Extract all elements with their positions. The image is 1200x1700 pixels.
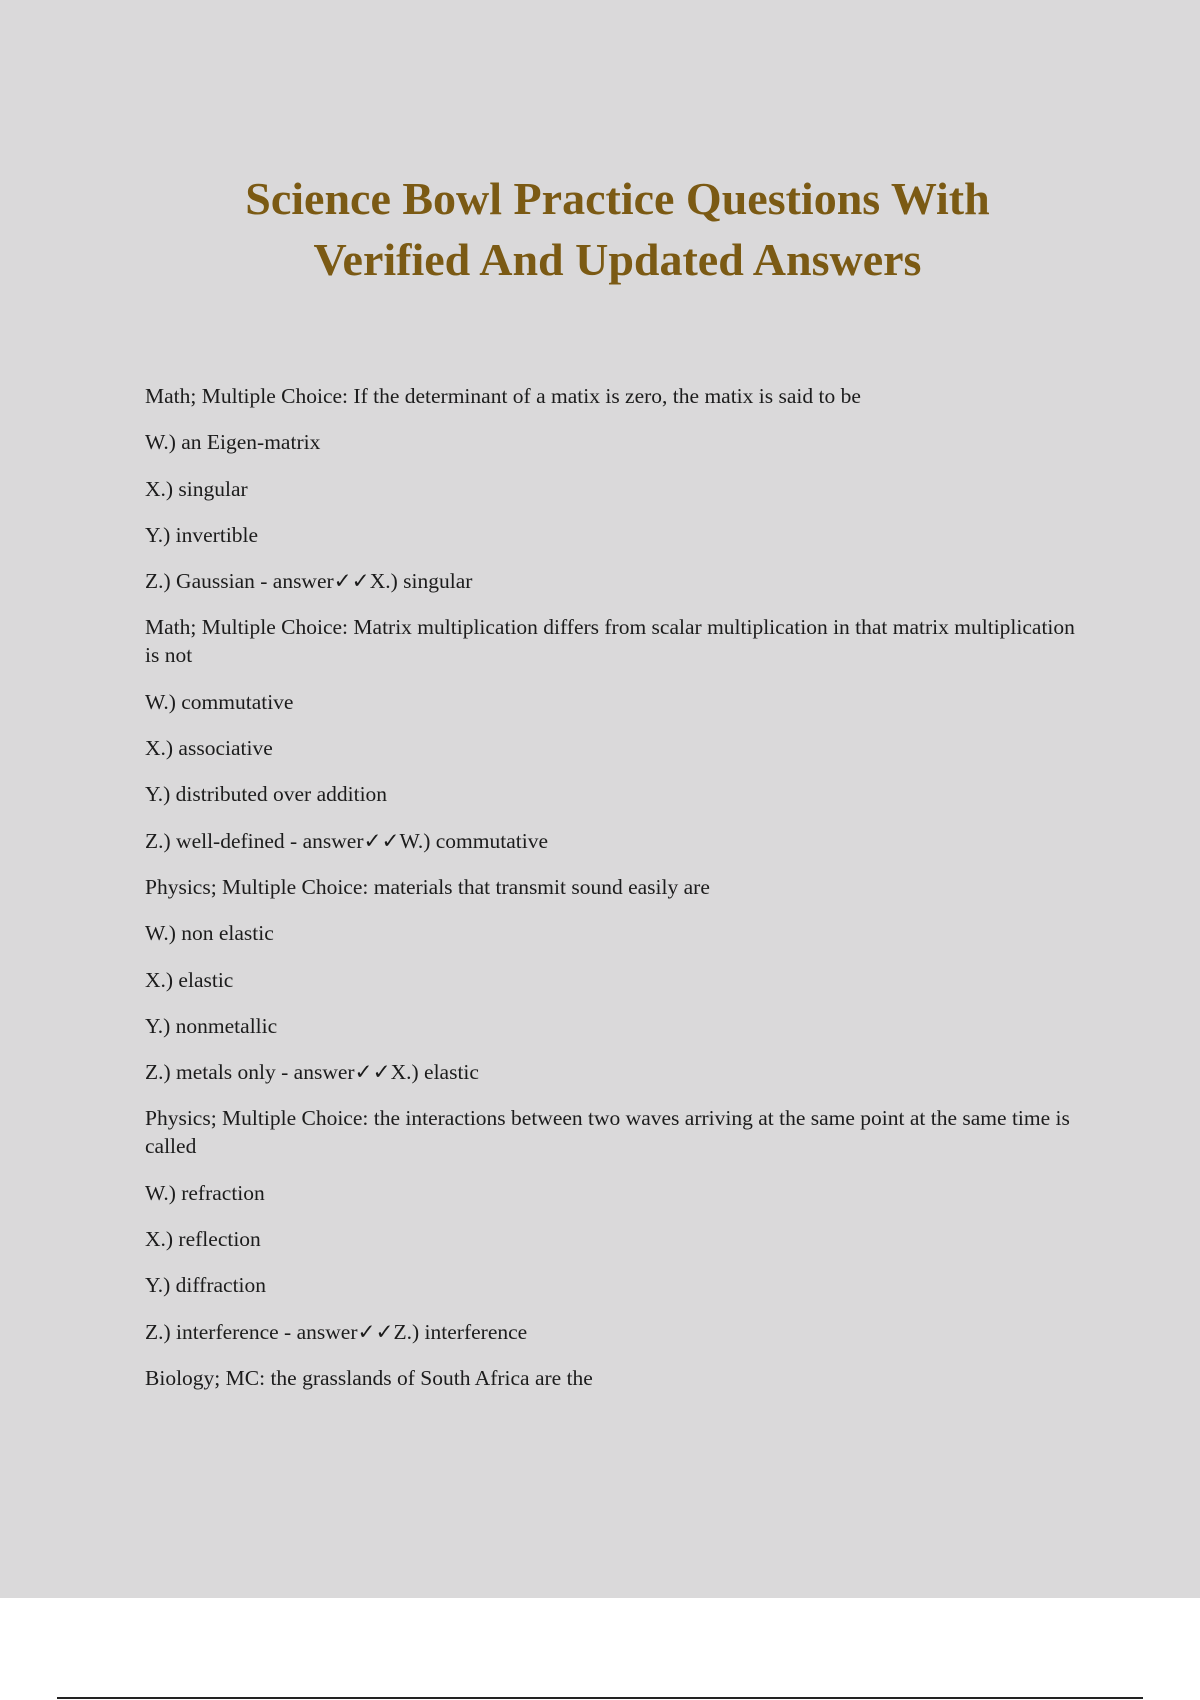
question-4-option-x: X.) reflection xyxy=(145,1227,261,1252)
question-2-option-z-answer: Z.) well-defined - answer✓✓W.) commutative xyxy=(145,828,548,853)
document-title xyxy=(0,168,1200,290)
footer-divider xyxy=(57,1697,1143,1699)
question-1-option-z-answer: Z.) Gaussian - answer✓✓X.) singular xyxy=(145,569,473,594)
question-4-option-z-answer: Z.) interference - answer✓✓Z.) interference xyxy=(145,1319,528,1344)
title-line-2: Verified And Updated Answers xyxy=(313,234,922,285)
question-3-option-z-answer: Z.) metals only - answer✓✓X.) elastic xyxy=(145,1060,479,1085)
question-3-option-w: W.) non elastic xyxy=(145,921,274,946)
question-3-prompt: Physics; Multiple Choice: materials that transmit sound easily are xyxy=(145,874,710,899)
question-5-prompt: Biology; MC: the grasslands of South Africa are the xyxy=(145,1365,593,1390)
question-1-option-y: Y.) invertible xyxy=(145,522,259,547)
question-1-option-w: W.) an Eigen-matrix xyxy=(145,430,321,455)
question-4-option-w: W.) refraction xyxy=(145,1180,265,1205)
question-1-prompt: Math; Multiple Choice: If the determinant of a matix is zero, the matix is said to be xyxy=(145,384,861,408)
question-4-prompt: Physics; Multiple Choice: the interactions between two waves arriving at the same point at the same time is called xyxy=(145,1106,1070,1159)
question-2-prompt: Math; Multiple Choice: Matrix multiplication differs from scalar multiplication in that matrix multiplication is not xyxy=(145,615,1075,668)
question-2-option-y: Y.) distributed over addition xyxy=(145,782,388,807)
question-3-option-y: Y.) nonmetallic xyxy=(145,1013,278,1038)
question-3-option-x: X.) elastic xyxy=(145,967,234,992)
question-list xyxy=(145,382,1080,1410)
question-2-option-w: W.) commutative xyxy=(145,689,294,714)
question-2-option-x: X.) associative xyxy=(145,736,273,761)
question-1-option-x: X.) singular xyxy=(145,476,248,501)
title-line-1: Science Bowl Practice Questions With xyxy=(245,173,990,224)
question-4-option-y: Y.) diffraction xyxy=(145,1273,267,1298)
